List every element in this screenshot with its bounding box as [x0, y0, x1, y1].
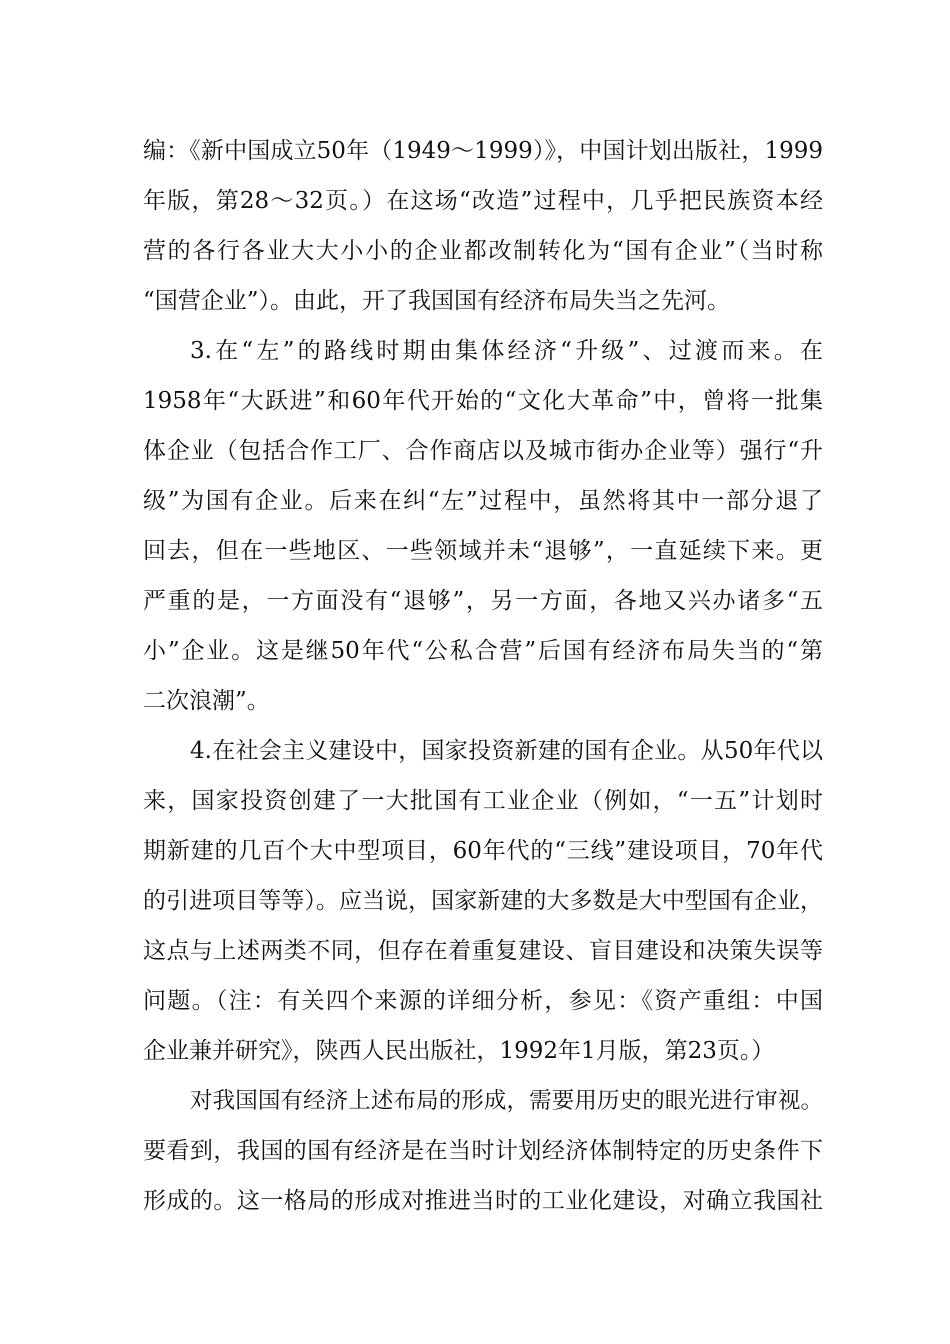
text-line: 1958年“大跃进”和60年代开始的“文化大革命”中，曾将一批集 [143, 388, 823, 414]
text-line: 的引进项目等等）。应当说，国家新建的大多数是大中型国有企业， [143, 888, 823, 914]
text-line: 企业兼并研究》，陕西人民出版社，1992年1月版，第23页。） [143, 1038, 775, 1064]
text-line: 这点与上述两类不同，但存在着重复建设、盲目建设和决策失误等 [143, 938, 823, 964]
paragraph-first-line: 对我国国有经济上述布局的形成，需要用历史的眼光进行审视。 [190, 1088, 823, 1114]
text-line: 问题。（注：有关四个来源的详细分析，参见：《资产重组：中国 [143, 988, 823, 1014]
text-line: 要看到，我国的国有经济是在当时计划经济体制特定的历史条件下 [143, 1138, 823, 1164]
text-line: 回去，但在一些地区、一些领域并未“退够”，一直延续下来。更 [143, 538, 823, 564]
text-line: 严重的是，一方面没有“退够”，另一方面，各地又兴办诸多“五 [143, 588, 823, 614]
text-line: 编：《新中国成立50年（1949～1999）》，中国计划出版社，1999 [143, 138, 823, 164]
text-line: 形成的。这一格局的形成对推进当时的工业化建设，对确立我国社 [143, 1188, 823, 1214]
text-line: 来，国家投资创建了一大批国有工业企业（例如，“一五”计划时 [143, 788, 823, 814]
text-line: 小”企业。这是继50年代“公私合营”后国有经济布局失当的“第 [143, 638, 823, 664]
text-line: 期新建的几百个大中型项目，60年代的“三线”建设项目，70年代 [143, 838, 823, 864]
text-line: 体企业（包括合作工厂、合作商店以及城市街办企业等）强行“升 [143, 438, 823, 464]
text-line: 年版，第28～32页。）在这场“改造”过程中，几乎把民族资本经 [143, 188, 823, 214]
text-line: “国营企业”）。由此，开了我国国有经济布局失当之先河。 [143, 288, 731, 314]
text-line: 级”为国有企业。后来在纠“左”过程中，虽然将其中一部分退了 [143, 488, 823, 514]
text-line: 营的各行各业大大小小的企业都改制转化为“国有企业”（当时称 [143, 238, 823, 264]
text-line: 二次浪潮”。 [143, 688, 270, 714]
paragraph-first-line: 3.在“左”的路线时期由集体经济“升级”、过渡而来。在 [190, 338, 823, 364]
paragraph-first-line: 4.在社会主义建设中，国家投资新建的国有企业。从50年代以 [190, 738, 823, 764]
